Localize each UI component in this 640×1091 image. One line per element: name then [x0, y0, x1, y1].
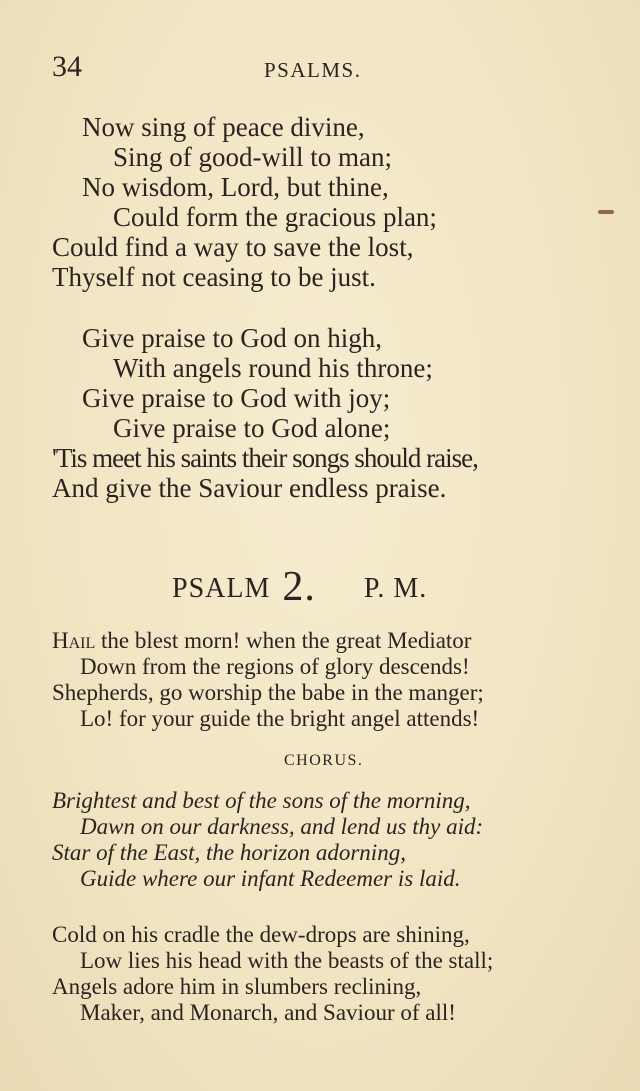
verse-line: Angels adore him in slumbers reclining,: [52, 974, 422, 999]
chorus-label: CHORUS.: [284, 752, 364, 769]
running-head: PSALMS.: [264, 58, 362, 82]
verse-line: Lo! for your guide the bright angel attends!: [80, 706, 480, 731]
verse-line: Give praise to God with joy;: [82, 383, 391, 413]
chorus-line: Star of the East, the horizon adorning,: [52, 840, 406, 865]
chorus-line: Dawn on our darkness, and lend us thy aid:: [80, 814, 484, 839]
chorus-line: Brightest and best of the sons of the morning,: [52, 788, 471, 813]
page-header: [52, 50, 592, 90]
verse-line: Now sing of peace divine,: [82, 112, 365, 142]
psalm-title: [172, 560, 427, 608]
psalm-meter: P. M.: [363, 573, 428, 604]
verse-line: Could form the gracious plan;: [113, 202, 437, 232]
verse-line: [52, 628, 471, 654]
verse-line: Shepherds, go worship the babe in the manger;: [52, 680, 484, 705]
verse-line: Sing of good-will to man;: [113, 142, 392, 172]
verse-line: Maker, and Monarch, and Saviour of all!: [80, 1000, 456, 1025]
verse-line: 'Tis meet his saints their songs should raise,: [52, 443, 478, 473]
verse-line: Down from the regions of glory descends!: [80, 654, 470, 679]
verse-line: And give the Saviour endless praise.: [52, 473, 447, 503]
verse-line: Cold on his cradle the dew-drops are shining,: [52, 922, 470, 947]
verse-line: With angels round his throne;: [113, 353, 433, 383]
verse-line: No wisdom, Lord, but thine,: [82, 172, 389, 202]
page-number: 34: [52, 50, 82, 83]
verse-line: Thyself not ceasing to be just.: [52, 262, 376, 292]
verse-line: Could find a way to save the lost,: [52, 232, 414, 262]
initial-word: Hail: [52, 628, 96, 653]
margin-mark: [598, 210, 614, 214]
verse-line: Give praise to God on high,: [82, 323, 382, 353]
verse-line-rest: the blest morn! when the great Mediator: [95, 628, 472, 653]
verse-line: Low lies his head with the beasts of the stall;: [80, 948, 494, 973]
psalm-number: 2.: [282, 564, 316, 610]
psalm-label: PSALM: [172, 573, 271, 604]
verse-line: Give praise to God alone;: [113, 413, 391, 443]
chorus-line: Guide where our infant Redeemer is laid.: [80, 866, 461, 891]
